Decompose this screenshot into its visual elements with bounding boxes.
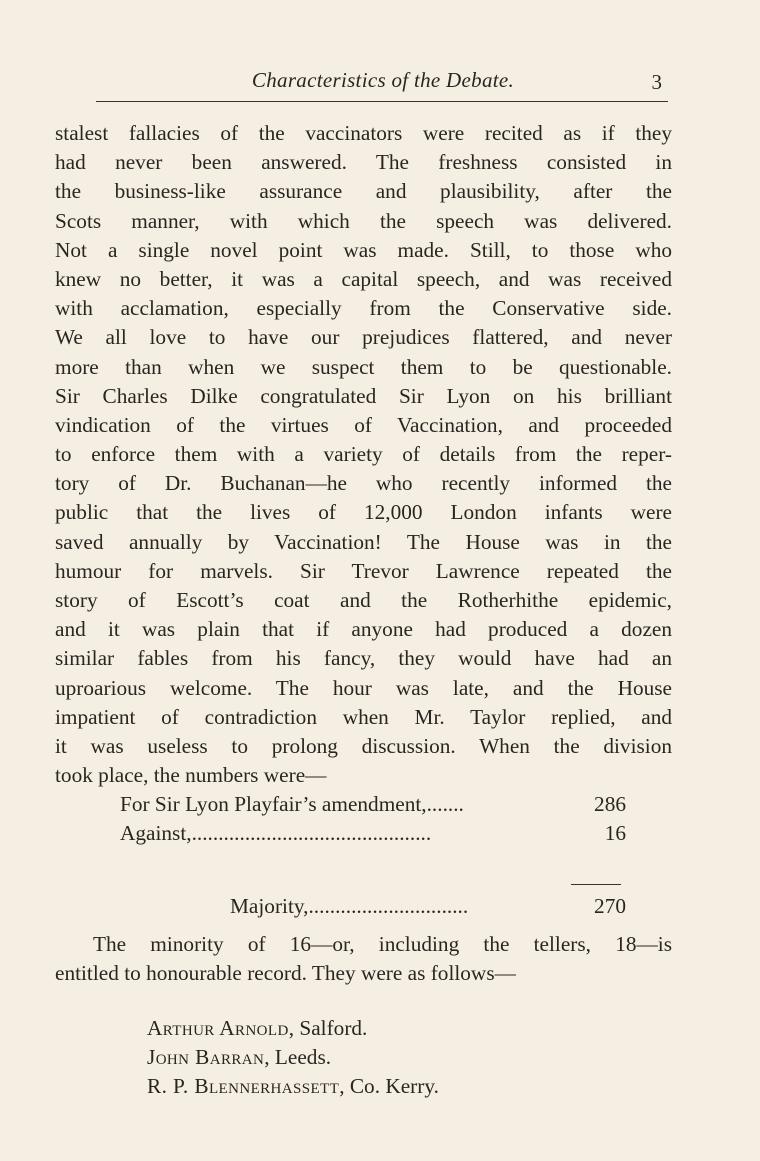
text-line: knew no better, it was a capital speech, and was received [55, 266, 672, 291]
text-line: public that the lives of 12,000 London infants were [55, 500, 672, 525]
text-line: Not a single novel point was made. Still, to those who [55, 237, 672, 262]
text-line: with acclamation, especially from the Conservative side. [55, 296, 672, 321]
member-name-entry [147, 1014, 627, 1043]
member-constituency: , Salford. [288, 1016, 368, 1040]
text-line: Scots manner, with which the speech was delivered. [55, 208, 672, 233]
header-rule [96, 101, 668, 102]
text-line: The minority of 16—or, including the tellers, 18—is [93, 932, 672, 956]
minority-paragraph [55, 930, 672, 988]
division-row-against [120, 819, 626, 847]
page-number: 3 [651, 70, 662, 94]
division-value-majority: 270 [594, 894, 626, 918]
text-line: took place, the numbers were— [55, 763, 327, 788]
division-value-against: 16 [604, 821, 626, 845]
text-line: and it was plain that if anyone had produced a dozen [55, 617, 672, 642]
member-constituency: , Co. Kerry. [339, 1074, 439, 1098]
text-line: stalest fallacies of the vaccinators were recited as if they [55, 121, 672, 145]
text-line: similar fables from his fancy, they would have had an [55, 646, 672, 671]
text-line: more than when we suspect them to be questionable. [55, 354, 672, 379]
text-line: We all love to have our prejudices flattered, and never [55, 325, 672, 350]
minority-names-list [147, 1014, 627, 1101]
division-row-for [120, 790, 626, 818]
text-line: vindication of the virtues of Vaccination, and proceeded [55, 412, 672, 437]
text-line: the business-like assurance and plausibility, after the [55, 179, 672, 204]
text-line: story of Escott’s coat and the Rotherhithe epidemic, [55, 588, 672, 612]
text-line: saved annually by Vaccination! The House was in the [55, 529, 672, 554]
division-value-for: 286 [594, 792, 626, 816]
body-paragraph [55, 119, 672, 790]
division-label-against: Against,............................................. [120, 821, 432, 845]
text-line: to enforce them with a variety of details from the reper- [55, 442, 672, 467]
text-line: humour for marvels. Sir Trevor Lawrence repeated the [55, 558, 672, 583]
text-line: Sir Charles Dilke congratulated Sir Lyon on his brilliant [55, 383, 672, 408]
division-row-majority [230, 892, 626, 920]
member-name: Arthur Arnold [147, 1016, 289, 1040]
member-constituency: , Leeds. [264, 1045, 332, 1069]
text-line: tory of Dr. Buchanan—he who recently informed the [55, 471, 672, 496]
member-name: R. P. Blennerhassett [147, 1074, 340, 1098]
division-label-majority: Majority,.............................. [230, 894, 469, 918]
running-head [96, 68, 670, 104]
member-name-entry [147, 1043, 627, 1072]
text-line: impatient of contradiction when Mr. Taylor replied, and [55, 704, 672, 729]
division-label-for: For Sir Lyon Playfair’s amendment,....... [120, 792, 464, 816]
text-line: entitled to honourable record. They were as follows— [55, 961, 516, 986]
running-title: Characteristics of the Debate. [251, 68, 515, 92]
sum-rule [571, 884, 621, 885]
text-line: it was useless to prolong discussion. When the division [55, 733, 672, 758]
member-name: John Barran [147, 1045, 265, 1069]
text-line: uproarious welcome. The hour was late, and the House [55, 675, 672, 700]
member-name-entry [147, 1072, 627, 1101]
text-line: had never been answered. The freshness consisted in [55, 150, 672, 175]
